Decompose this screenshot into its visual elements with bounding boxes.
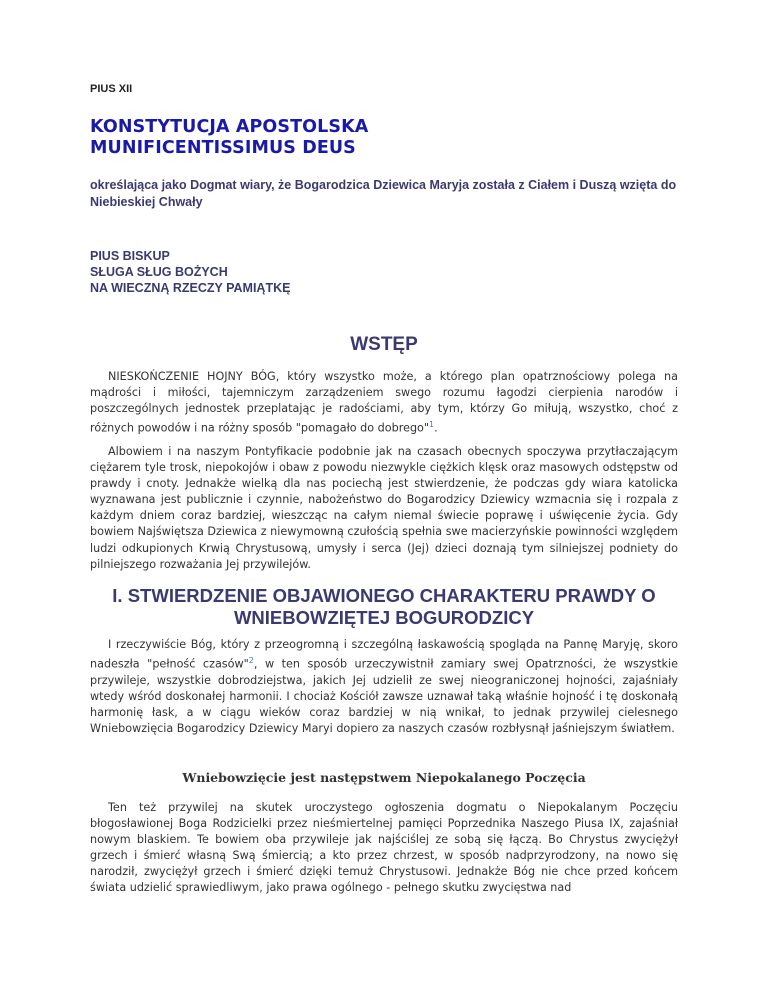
intro-heading: WSTĘP [350,334,418,355]
pius-line-1: PIUS BISKUP [90,249,170,263]
footnote-ref-2[interactable]: 2 [248,656,254,666]
title-line-2: MUNIFICENTISSIMUS DEUS [90,138,356,158]
footnote-ref-1[interactable]: 1 [429,420,435,430]
paragraph-2: Albowiem i na naszym Pontyfikacie podobnie jak na czasach obecnych spoczywa przytłaczającym ciężarem tyle trosk, niepokojów i obaw z powodu niezwykle ciężkich klęsk oraz masowych odstępstw od prawdy i cnoty. Jednakże wielką dla nas pociechą jest stwierdzenie, że podczas gdy wiara katolicka wyznawana jest publicznie i czynnie, nabożeństwo do Bogarodzicy Dziewicy wzmacnia się i rozpala z każdym dniem coraz bardziej, wieszcząc na całym niemal świecie poprawę i uświęcenie życia. Gdy bowiem Najświętsza Dziewica z niewymowną czułością spełnia swe macierzyńskie powinności względem ludzi odkupionych Krwią Chrystusową, umysły i serca (Jej) dzieci doznają tym silniejszej podniety do pilniejszego rozważania Jej przywilejów. [90,445,678,571]
paragraph-1: NIESKOŃCZENIE HOJNY BÓG, który wszystko może, a którego plan opatrznościowy polega na mądrości i miłości, tajemniczym zarządzeniem swego rozumu łagodzi cierpienia narodów i poszczególnych jednostek przeplatając je radościami, aby tym, którzy Go miłują, wszystko, choć z różnych powodów i na różny sposób "pomagało do dobrego"$^1$. [90,370,678,436]
section-heading [90,585,678,629]
document-title [90,117,368,159]
document-subtitle: określająca jako Dogmat wiary, że Bogarodzica Dziewica Maryja została z Ciałem i Duszą wzięta do Niebieskiej Chwały [90,178,677,209]
section-heading-line-1: I. STWIERDZENIE OBJAWIONEGO CHARAKTERU PRAWDY O [112,585,656,606]
paragraph-3-text-a: I rzeczywiście Bóg, który z przeogromną i szczególną łaskawością spogląda na Pannę Maryję, skoro nadeszła "pełność czasów" [90,638,678,671]
pius-line-3: NA WIECZNĄ RZECZY PAMIĄTKĘ [90,281,291,295]
paragraph-3-text-b: , w ten sposób urzeczywistnił zamiary swej Opatrzności, że wszystkie przywileje, wszystkie dobrodziejstwa, jakich Jej udzielił ze swej nieograniczonej hojności, zajaśniały wtedy wśród doskonałej harmonii. I chociaż Kościół zawsze uznawał taką właśnie hojność i tę doskonałą harmonię łask, a w ciągu wieków coraz bardziej w nią wnikał, to jednak przywilej cielesnego Wniebowzięcia Bogarodzicy Dziewicy Maryi dopiero za naszych czasów rozbłysnął jaśniejszym światłem. [90,657,678,736]
paragraph-4: Ten też przywilej na skutek uroczystego ogłoszenia dogmatu o Niepokalanym Poczęciu błogosławionej Boga Rodzicielki przez nieśmiertelnej pamięci Poprzednika Naszego Piusa IX, zajaśniał nowym blaskiem. Te bowiem oba przywileje jak najściślej ze sobą się łączą. Bo Chrystus zwyciężył grzech i śmierć własną Swą śmiercią; a kto przez chrzest, w sposób nadprzyrodzony, na nowo się narodził, zwyciężył grzech i śmierć dzięki temuż Chrystusowi. Jednakże Bóg nie chce przed końcem świata udzielić sprawiedliwym, jako prawa ogólnego - pełnego skutku zwycięstwa nad [90,801,678,895]
author-label: PIUS XII [90,83,133,95]
pius-salutation [90,248,290,296]
title-line-1: KONSTYTUCJA APOSTOLSKA [90,117,369,137]
paragraph-3 [90,637,678,737]
pius-line-2: SŁUGA SŁUG BOŻYCH [90,265,228,279]
paragraph-1-text: NIESKOŃCZENIE HOJNY BÓG, który wszystko może, a którego plan opatrznościowy polega na mądrości i miłości, tajemniczym zarządzeniem swego rozumu łagodzi cierpienia narodów i poszczególnych jednostek przeplatając je radościami, aby tym, którzy Go miłują, wszystko, choć z różnych powodów i na różny sposób "pomagało do dobrego" [90,370,678,436]
section-heading-line-2: WNIEBOWZIĘTEJ BOGURODZICY [233,607,535,628]
subsection-heading: Wniebowzięcie jest następstwem Niepokalanego Poczęcia [182,770,586,785]
